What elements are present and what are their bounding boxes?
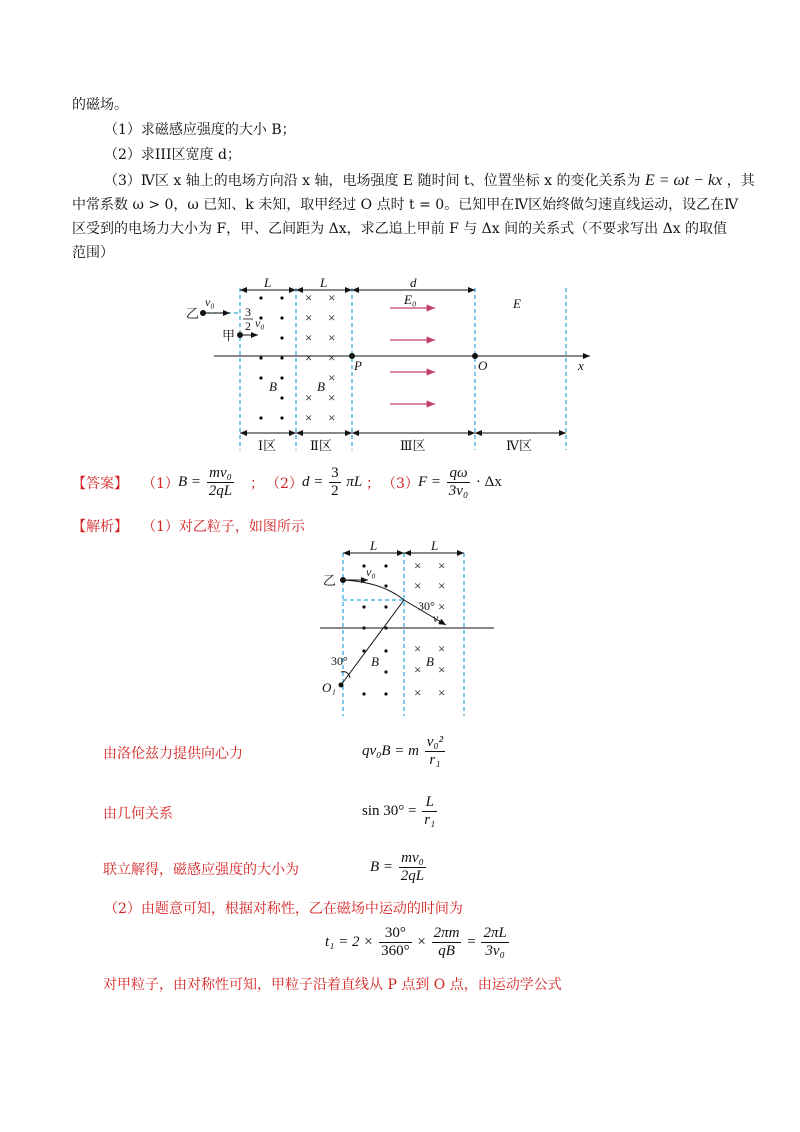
question-3-line3: 区受到的电场力大小为 F，甲、乙间距为 Δx，求乙追上甲前 F 与 Δx 间的关系式（不要求写出 Δx 的取值 bbox=[72, 221, 728, 237]
svg-text:O₁: O₁ bbox=[322, 680, 336, 695]
svg-text:B: B bbox=[426, 654, 434, 669]
svg-text:v₀: v₀ bbox=[433, 611, 443, 625]
svg-text:30°: 30° bbox=[418, 599, 435, 613]
svg-text:×: × bbox=[414, 578, 422, 593]
part-2-intro: （2）由题意可知，根据对称性，乙在磁场中运动的时间为 bbox=[104, 901, 463, 917]
svg-text:×: × bbox=[414, 685, 422, 700]
formula-geometry: sin 30° = $\frac{L}{\text{r₁}}$ bbox=[362, 794, 436, 828]
frac-den: 2 bbox=[245, 319, 251, 333]
question-3-line4: 范围） bbox=[72, 245, 114, 261]
svg-text:×: × bbox=[328, 370, 336, 385]
svg-text:×: × bbox=[438, 641, 446, 656]
question-3-line2: 中常系数 ω > 0，ω 已知、k 未知，取甲经过 O 点时 t = 0。已知甲在Ⅳ区始终做匀速直线运动，设乙在Ⅳ bbox=[72, 197, 739, 213]
answer-sep2: ； bbox=[366, 476, 380, 492]
label-b2: B bbox=[317, 379, 325, 394]
answer-3-formula: F = $\frac{q\omega}{\text{3v₀}}$ · Δx bbox=[418, 465, 502, 499]
formula-b: B = $\frac{\text{mv₀}}{2qL}$ bbox=[370, 850, 425, 884]
step-lorentz: 由洛伦兹力提供向心力 bbox=[103, 746, 243, 762]
analysis-label: 【解析】 bbox=[72, 519, 128, 535]
q3-formula: E = ωt − kx bbox=[644, 172, 723, 189]
svg-text:×: × bbox=[328, 330, 336, 345]
answer-sep1: ； bbox=[250, 476, 264, 492]
svg-text:×: × bbox=[414, 558, 422, 573]
question-2: （2）求III区宽度 d； bbox=[104, 147, 241, 163]
answer-p2: （2） bbox=[266, 476, 303, 492]
svg-text:L: L bbox=[431, 538, 439, 553]
label-E0: E₀ bbox=[404, 292, 417, 307]
question-1: （1）求磁感应强度的大小 B； bbox=[104, 122, 296, 138]
yi-particle bbox=[200, 310, 206, 316]
svg-text:×: × bbox=[305, 350, 313, 365]
svg-text:乙: 乙 bbox=[323, 574, 337, 589]
label-x: x bbox=[578, 358, 584, 373]
label-v0b: v₀ bbox=[255, 316, 265, 330]
svg-text:×: × bbox=[305, 310, 313, 325]
step-geometry: 由几何关系 bbox=[103, 806, 173, 822]
figure-trajectory bbox=[0, 530, 800, 730]
svg-text:×: × bbox=[414, 662, 422, 677]
jia-particle bbox=[237, 332, 243, 338]
answer-p3: （3） bbox=[382, 476, 419, 492]
svg-text:×: × bbox=[438, 578, 446, 593]
svg-text:×: × bbox=[438, 599, 446, 614]
field-crosses-region2 bbox=[305, 290, 335, 425]
q3-text: （3）Ⅳ区 x 轴上的电场方向沿 x 轴，电场强度 E 随时间 t、位置坐标 x 的变化关系为 bbox=[104, 173, 641, 189]
svg-text:v₀: v₀ bbox=[366, 565, 376, 579]
svg-text:×: × bbox=[438, 662, 446, 677]
jia-analysis: 对甲粒子，由对称性可知，甲粒子沿着直线从 P 点到 O 点，由运动学公式 bbox=[103, 977, 562, 993]
svg-text:×: × bbox=[438, 558, 446, 573]
label-b1: B bbox=[269, 379, 277, 394]
step-solve: 联立解得，磁感应强度的大小为 bbox=[103, 862, 299, 878]
label-region3: Ⅲ区 bbox=[400, 438, 426, 453]
svg-text:×: × bbox=[305, 330, 313, 345]
label-v0: v₀ bbox=[205, 295, 215, 309]
intro-line: 的磁场。 bbox=[72, 97, 128, 113]
answer-2-formula: d = $\frac{3}{2}$ πL bbox=[302, 465, 363, 499]
svg-text:×: × bbox=[438, 685, 446, 700]
formula-lorentz: qv₀B = m $\frac{\text{v₀²}}{\text{r₁}}$ bbox=[362, 734, 444, 768]
svg-text:×: × bbox=[328, 290, 336, 305]
field-dots-region1 bbox=[259, 296, 283, 419]
svg-text:×: × bbox=[414, 641, 422, 656]
q3-tail: ，其 bbox=[726, 173, 755, 189]
label-region2: Ⅱ区 bbox=[310, 438, 332, 453]
analysis-intro: （1）对乙粒子，如图所示 bbox=[142, 519, 305, 535]
label-d: d bbox=[410, 275, 417, 290]
label-E: E bbox=[513, 296, 521, 311]
formula-t1: t₁ = 2 × $\frac{30^\circ}{360^\circ}$ × $\frac{2\pi m}{qB}$ = $\frac{2\pi L}{\text{3v₀}}$ bbox=[325, 925, 507, 959]
svg-text:L: L bbox=[370, 538, 378, 553]
label-region4: Ⅳ区 bbox=[506, 438, 532, 453]
label-L2: L bbox=[320, 275, 328, 290]
label-region1: Ⅰ区 bbox=[258, 438, 277, 453]
frac-num: 3 bbox=[245, 305, 251, 319]
field-dots-fig2 bbox=[362, 564, 387, 695]
answer-p1: （1） bbox=[142, 476, 179, 492]
label-L1: L bbox=[264, 275, 272, 290]
svg-text:×: × bbox=[328, 410, 336, 425]
svg-text:×: × bbox=[328, 390, 336, 405]
svg-text:×: × bbox=[305, 290, 313, 305]
svg-text:30°: 30° bbox=[331, 654, 348, 668]
label-jia: 甲 bbox=[222, 328, 236, 343]
svg-text:×: × bbox=[328, 350, 336, 365]
field-crosses-fig2 bbox=[414, 558, 445, 700]
label-p: P bbox=[354, 358, 362, 373]
label-o: O bbox=[478, 358, 488, 373]
answer-label: 【答案】 bbox=[72, 476, 128, 492]
answer-1-formula: B = $\frac{\text{mv₀}}{2qL}$ bbox=[178, 465, 233, 499]
svg-text:B: B bbox=[371, 654, 379, 669]
svg-text:×: × bbox=[328, 310, 336, 325]
figure-field-regions bbox=[0, 0, 800, 460]
label-yi: 乙 bbox=[186, 306, 200, 321]
svg-text:×: × bbox=[305, 410, 313, 425]
svg-text:×: × bbox=[305, 390, 313, 405]
